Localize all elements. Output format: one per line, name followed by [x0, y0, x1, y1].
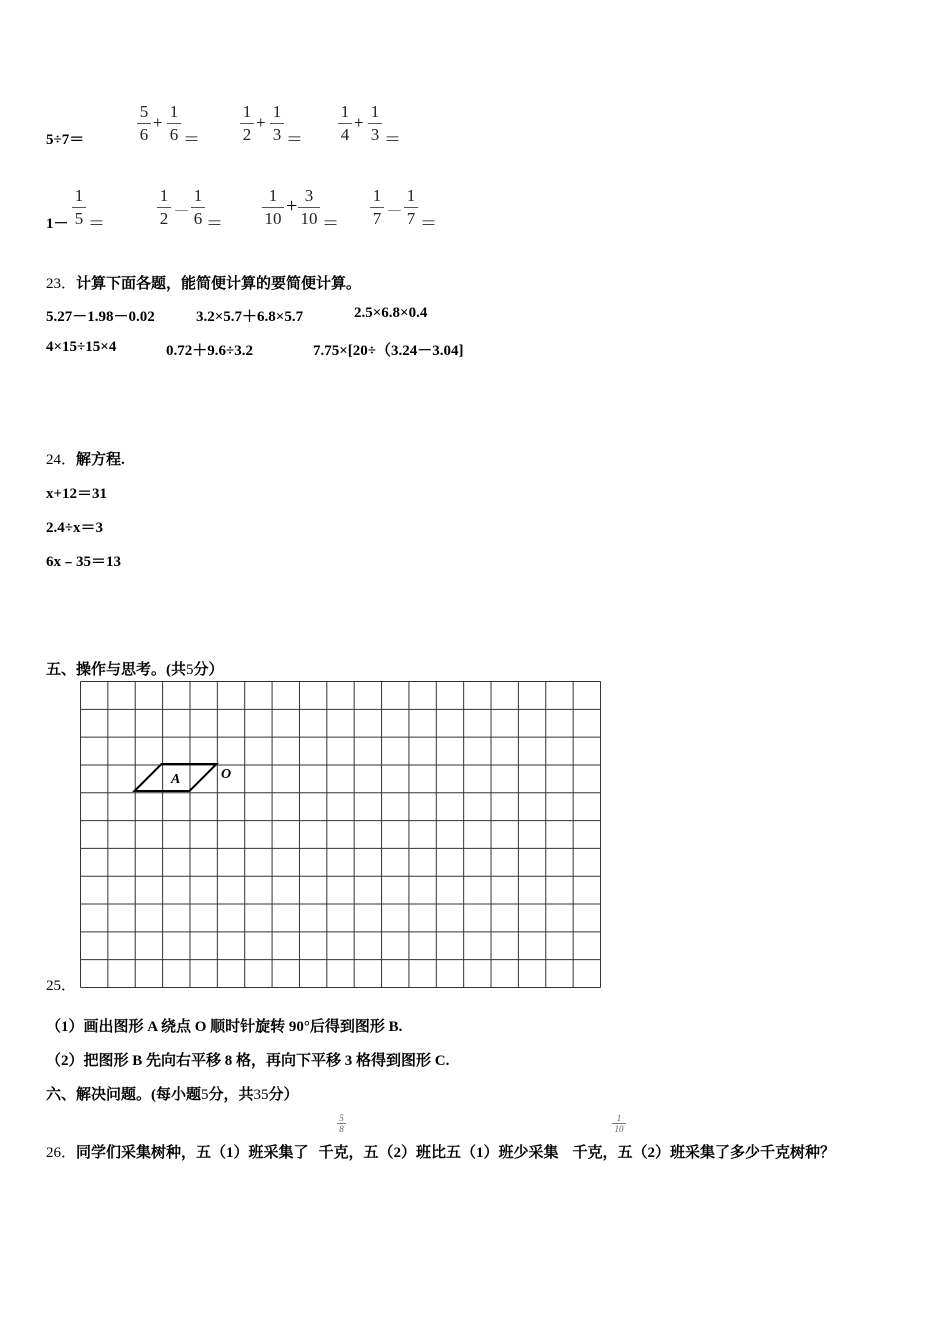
fraction: 1 6 — [167, 102, 181, 145]
question-23-title — [46, 272, 361, 293]
fraction: 1 7 — [370, 186, 384, 229]
question-number: 25． — [46, 978, 77, 994]
plus-operator: + — [354, 113, 364, 132]
question-26 — [46, 1141, 835, 1162]
minus-operator: － — [173, 202, 190, 221]
equation: 2.4÷x＝3 — [46, 520, 103, 536]
fraction: 1 7 — [404, 186, 418, 229]
equals-sign: ＝ — [384, 130, 401, 149]
q25-part-2: （2）把图形 B 先向右平移 8 格，再向下平移 3 格得到图形 C. — [46, 1053, 450, 1069]
fraction: 1 2 — [157, 186, 171, 229]
question-text: 解方程. — [76, 452, 125, 468]
question-number: 23． — [46, 276, 77, 292]
q23-expr: 7.75×[20÷（3.24－3.04] — [313, 343, 464, 359]
q23-expr: 4×15÷15×4 — [46, 339, 117, 355]
grid-figure — [79, 680, 603, 990]
question-24-title — [46, 448, 125, 469]
label-o: O — [221, 767, 232, 782]
equals-sign: ＝ — [183, 130, 200, 149]
fraction: 1 2 — [240, 102, 254, 145]
question-number: 24． — [46, 452, 77, 468]
q23-expr: 0.72＋9.6÷3.2 — [166, 343, 253, 359]
q23-expr: 3.2×5.7＋6.8×5.7 — [196, 309, 304, 325]
question-text: 计算下面各题，能简便计算的要简便计算。 — [76, 276, 362, 292]
equals-sign: ＝ — [206, 214, 223, 233]
expr-5-div-7: 5÷7＝ — [46, 132, 85, 148]
fraction: 1 6 — [191, 186, 205, 229]
label-a: A — [171, 772, 181, 787]
plus-operator: + — [153, 113, 163, 132]
equation: x+12＝31 — [46, 486, 108, 502]
q23-expr: 2.5×6.8×0.4 — [354, 305, 428, 321]
plus-operator: + — [286, 195, 298, 217]
fraction: 3 10 — [298, 186, 320, 229]
question-number: 26． — [46, 1145, 77, 1161]
expr-prefix: 1－ — [46, 216, 69, 232]
fraction: 1 10 — [262, 186, 284, 229]
fraction-5-8: 5 8 — [337, 1113, 346, 1134]
section-5-heading: 五、操作与思考。(共5分） — [46, 662, 224, 678]
equation: 6x﹣35＝13 — [46, 554, 122, 570]
fraction: 1 5 — [72, 186, 86, 229]
fraction-1-10: 1 10 — [612, 1113, 626, 1134]
equals-sign: ＝ — [286, 130, 303, 149]
question-text: 同学们采集树种，五（1）班采集了 — [76, 1145, 309, 1161]
q25-part-1: （1）画出图形 A 绕点 O 顺时针旋转 90°后得到图形 B. — [46, 1019, 403, 1035]
plus-operator: + — [256, 113, 266, 132]
equals-sign: ＝ — [322, 214, 339, 233]
q23-expr: 5.27－1.98－0.02 — [46, 309, 155, 325]
section-6-heading: 六、解决问题。(每小题5分，共35分） — [46, 1087, 299, 1103]
question-text: 千克，五（2）班采集了多少千克树种？ — [572, 1145, 836, 1161]
fraction: 1 4 — [338, 102, 352, 145]
equals-sign: ＝ — [88, 214, 105, 233]
fraction: 1 3 — [368, 102, 382, 145]
fraction: 1 3 — [270, 102, 284, 145]
grid-lines — [81, 682, 601, 988]
equals-sign: ＝ — [420, 214, 437, 233]
question-text: 千克，五（2）班比五（1）班少采集 — [318, 1145, 559, 1161]
minus-operator: － — [386, 202, 403, 221]
fraction: 5 6 — [137, 102, 151, 145]
